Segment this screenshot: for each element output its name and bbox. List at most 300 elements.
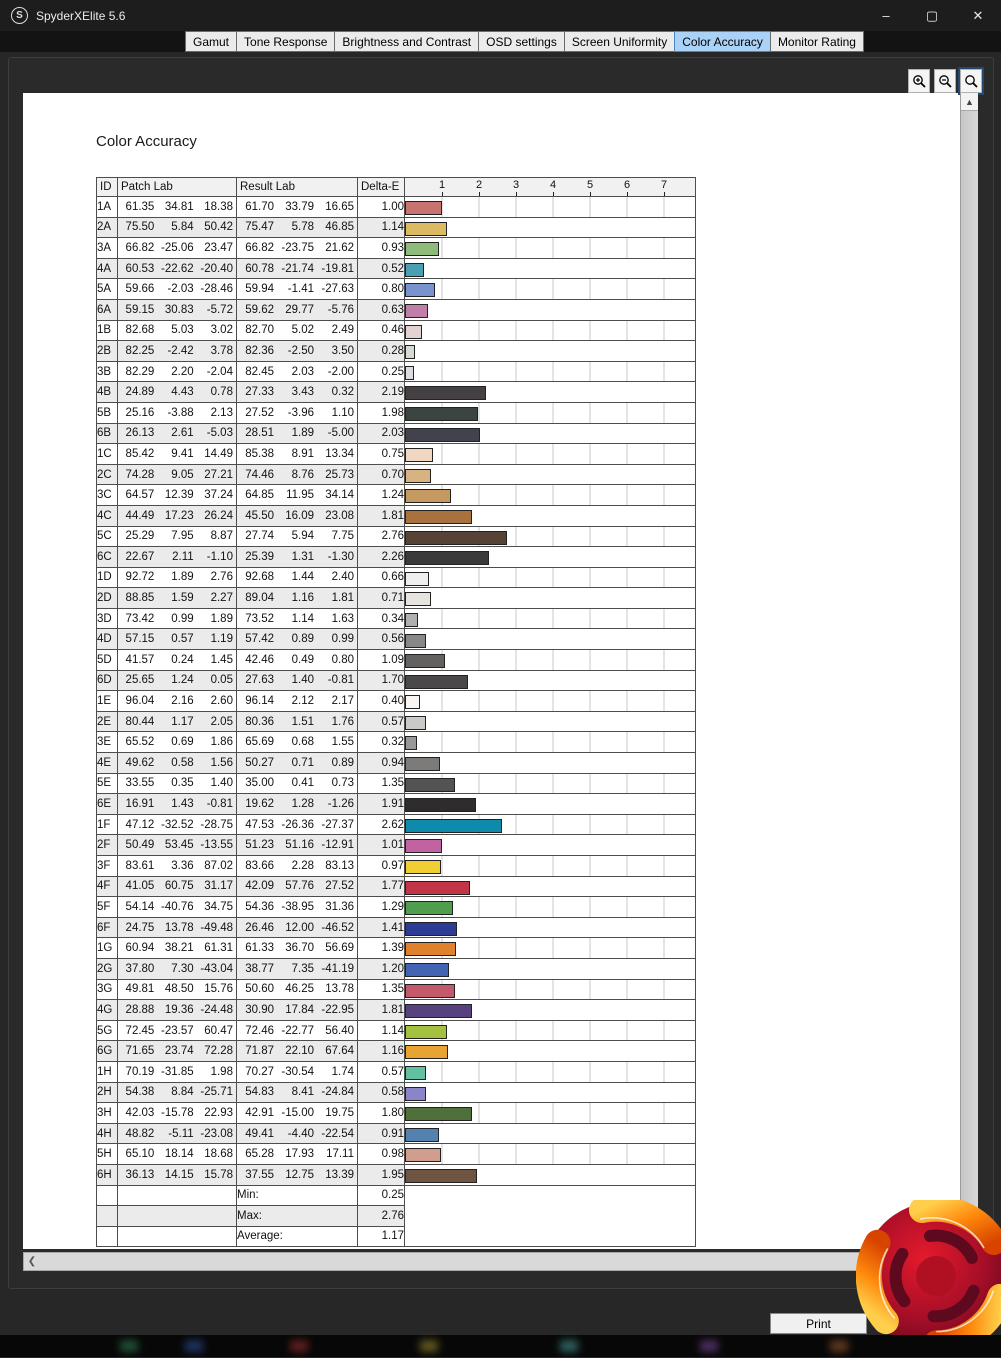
table-row (97, 958, 696, 979)
minimize-button[interactable]: – (882, 8, 890, 23)
cell-chart (405, 897, 696, 918)
cell-id: 1G (97, 938, 118, 959)
cell-delta-e: 0.57 (358, 711, 405, 732)
cell-patch-lab: 41.05 60.75 31.17 (118, 876, 237, 897)
table-row (97, 814, 696, 835)
axis-tick-mark (516, 192, 517, 196)
cell-chart (405, 608, 696, 629)
cell-result-lab: 61.33 36.70 56.69 (237, 938, 358, 959)
cell-delta-e: 1.14 (358, 217, 405, 238)
cell-result-lab: 28.51 1.89 -5.00 (237, 423, 358, 444)
delta-bar (405, 325, 422, 339)
cell-patch-lab: 82.68 5.03 3.02 (118, 320, 237, 341)
table-row (97, 938, 696, 959)
delta-bar (405, 531, 507, 545)
cell-result-lab: 82.70 5.02 2.49 (237, 320, 358, 341)
table-row (97, 1144, 696, 1165)
table-row (97, 897, 696, 918)
cell-id: 2C (97, 464, 118, 485)
cell-result-lab: 89.04 1.16 1.81 (237, 588, 358, 609)
delta-bar (405, 222, 447, 236)
cell-patch-lab: 24.75 13.78 -49.48 (118, 917, 237, 938)
table-row (97, 856, 696, 877)
cell-patch-lab: 65.52 0.69 1.86 (118, 732, 237, 753)
delta-bar (405, 592, 431, 606)
cell-patch-lab: 16.91 1.43 -0.81 (118, 794, 237, 815)
cell-result-lab: 35.00 0.41 0.73 (237, 773, 358, 794)
cell-patch-lab: 80.44 1.17 2.05 (118, 711, 237, 732)
delta-bar (405, 242, 439, 256)
table-row (97, 773, 696, 794)
cell-chart (405, 650, 696, 671)
cell-chart (405, 1041, 696, 1062)
cell-id: 3F (97, 856, 118, 877)
table-row (97, 1164, 696, 1185)
cell-delta-e: 1.16 (358, 1041, 405, 1062)
cell-id: 3G (97, 979, 118, 1000)
cell-patch-lab: 22.67 2.11 -1.10 (118, 547, 237, 568)
cell-result-lab: 75.47 5.78 46.85 (237, 217, 358, 238)
cell-patch-lab: 25.29 7.95 8.87 (118, 526, 237, 547)
cell-result-lab: 49.41 -4.40 -22.54 (237, 1123, 358, 1144)
cell-result-lab: 83.66 2.28 83.13 (237, 856, 358, 877)
table-row (97, 1000, 696, 1021)
cell-patch-lab: 83.61 3.36 87.02 (118, 856, 237, 877)
cell-result-lab: 92.68 1.44 2.40 (237, 567, 358, 588)
cell-chart (405, 320, 696, 341)
cell-patch-lab: 49.62 0.58 1.56 (118, 753, 237, 774)
table-row (97, 670, 696, 691)
table-row (97, 1082, 696, 1103)
delta-bar (405, 1128, 439, 1142)
horizontal-scrollbar[interactable] (23, 1252, 978, 1271)
cell-chart (405, 856, 696, 877)
cell-delta-e: 1.80 (358, 1103, 405, 1124)
delta-bar (405, 1169, 477, 1183)
zoom-out-icon (938, 74, 953, 89)
cell-delta-e: 0.71 (358, 588, 405, 609)
delta-bar (405, 942, 456, 956)
table-row (97, 691, 696, 712)
cell-delta-e: 0.58 (358, 1082, 405, 1103)
cell-delta-e: 1.35 (358, 773, 405, 794)
cell-id: 5B (97, 402, 118, 423)
summary-value: 0.25 (358, 1185, 405, 1206)
delta-bar (405, 572, 429, 586)
cell-patch-lab: 44.49 17.23 26.24 (118, 505, 237, 526)
app-icon: S (11, 7, 28, 24)
cell-delta-e: 2.76 (358, 526, 405, 547)
cell-chart (405, 197, 696, 218)
cell-chart (405, 361, 696, 382)
cell-id: 6F (97, 917, 118, 938)
delta-bar (405, 757, 440, 771)
delta-bar (405, 778, 455, 792)
zoom-reset-button[interactable] (960, 69, 982, 93)
cell-id: 2B (97, 341, 118, 362)
cell-id: 1H (97, 1061, 118, 1082)
cell-id: 5A (97, 279, 118, 300)
cell-id: 4B (97, 382, 118, 403)
cell-result-lab: 66.82 -23.75 21.62 (237, 238, 358, 259)
table-row (97, 526, 696, 547)
table-row (97, 794, 696, 815)
table-row (97, 1020, 696, 1041)
summary-value: 1.17 (358, 1226, 405, 1247)
cell-chart (405, 958, 696, 979)
cell-chart (405, 1061, 696, 1082)
chart-axis-header (405, 178, 696, 197)
cell-chart (405, 691, 696, 712)
cell-patch-empty (118, 1185, 237, 1206)
cell-id: 1F (97, 814, 118, 835)
cell-chart (405, 217, 696, 238)
maximize-button[interactable]: ▢ (925, 7, 939, 23)
cell-result-lab: 65.69 0.68 1.55 (237, 732, 358, 753)
cell-patch-lab: 28.88 19.36 -24.48 (118, 1000, 237, 1021)
cell-patch-lab: 48.82 -5.11 -23.08 (118, 1123, 237, 1144)
color-accuracy-table (96, 177, 696, 1247)
table-row (97, 650, 696, 671)
cell-result-lab: 50.27 0.71 0.89 (237, 753, 358, 774)
table-row (97, 320, 696, 341)
cell-id: 6G (97, 1041, 118, 1062)
cell-result-lab: 50.60 46.25 13.78 (237, 979, 358, 1000)
table-row (97, 753, 696, 774)
delta-bar (405, 798, 476, 812)
cell-delta-e: 2.26 (358, 547, 405, 568)
cell-delta-e: 0.94 (358, 753, 405, 774)
cell-result-lab: 42.46 0.49 0.80 (237, 650, 358, 671)
cell-chart (405, 629, 696, 650)
summary-value: 2.76 (358, 1206, 405, 1227)
cell-patch-lab: 59.15 30.83 -5.72 (118, 299, 237, 320)
table-row (97, 402, 696, 423)
summary-label: Average: (237, 1226, 358, 1247)
cell-result-lab: 57.42 0.89 0.99 (237, 629, 358, 650)
cell-delta-e: 1.91 (358, 794, 405, 815)
cell-delta-e: 0.97 (358, 856, 405, 877)
cell-result-lab: 70.27 -30.54 1.74 (237, 1061, 358, 1082)
cell-result-lab: 54.83 8.41 -24.84 (237, 1082, 358, 1103)
cell-result-lab: 80.36 1.51 1.76 (237, 711, 358, 732)
axis-tick-mark (664, 192, 665, 196)
tab-gamut[interactable]: Gamut (185, 31, 237, 52)
cell-delta-e: 1.00 (358, 197, 405, 218)
cell-result-lab: 59.94 -1.41 -27.63 (237, 279, 358, 300)
cell-id: 5D (97, 650, 118, 671)
cell-result-lab: 71.87 22.10 67.64 (237, 1041, 358, 1062)
delta-bar (405, 283, 435, 297)
cell-result-lab: 64.85 11.95 34.14 (237, 485, 358, 506)
magnifier-icon (964, 74, 979, 89)
delta-bar (405, 984, 455, 998)
cell-id: 1A (97, 197, 118, 218)
cell-id: 2D (97, 588, 118, 609)
cell-patch-lab: 61.35 34.81 18.38 (118, 197, 237, 218)
cell-patch-lab: 41.57 0.24 1.45 (118, 650, 237, 671)
table-header-row (97, 178, 696, 197)
cell-delta-e: 0.70 (358, 464, 405, 485)
cell-patch-lab: 57.15 0.57 1.19 (118, 629, 237, 650)
cell-result-lab: 72.46 -22.77 56.40 (237, 1020, 358, 1041)
cell-patch-lab: 70.19 -31.85 1.98 (118, 1061, 237, 1082)
cell-chart (405, 547, 696, 568)
cell-chart (405, 1144, 696, 1165)
vertical-scrollbar[interactable] (960, 93, 978, 1249)
taskbar (0, 1335, 1001, 1357)
delta-bar (405, 469, 431, 483)
title-bar (0, 0, 1001, 31)
cell-patch-lab: 72.45 -23.57 60.47 (118, 1020, 237, 1041)
delta-bar (405, 819, 502, 833)
delta-bar (405, 551, 489, 565)
delta-bar (405, 366, 414, 380)
cell-result-lab: 27.33 3.43 0.32 (237, 382, 358, 403)
table-row (97, 299, 696, 320)
cell-chart (405, 258, 696, 279)
table-row (97, 217, 696, 238)
table-row (97, 238, 696, 259)
table-row (97, 1061, 696, 1082)
axis-tick-mark (479, 192, 480, 196)
chart-summary-box (405, 1185, 696, 1247)
cell-result-lab: 82.36 -2.50 3.50 (237, 341, 358, 362)
cell-chart (405, 485, 696, 506)
cell-delta-e: 1.29 (358, 897, 405, 918)
cell-delta-e: 1.01 (358, 835, 405, 856)
table-row (97, 1041, 696, 1062)
cell-delta-e: 1.14 (358, 1020, 405, 1041)
cell-id: 6E (97, 794, 118, 815)
cell-patch-lab: 33.55 0.35 1.40 (118, 773, 237, 794)
cell-delta-e: 1.41 (358, 917, 405, 938)
cell-chart (405, 814, 696, 835)
table-row (97, 1123, 696, 1144)
cell-chart (405, 1082, 696, 1103)
table-row (97, 835, 696, 856)
zoom-out-button[interactable] (934, 69, 956, 93)
tab-brightness-and-contrast[interactable]: Brightness and Contrast (334, 31, 479, 52)
table-row (97, 279, 696, 300)
cell-chart (405, 753, 696, 774)
cell-delta-e: 0.91 (358, 1123, 405, 1144)
delta-bar (405, 201, 442, 215)
cell-result-lab: 65.28 17.93 17.11 (237, 1144, 358, 1165)
delta-bar (405, 1087, 426, 1101)
cell-id: 1C (97, 444, 118, 465)
delta-bar (405, 345, 415, 359)
delta-bar (405, 1045, 448, 1059)
cell-patch-lab: 26.13 2.61 -5.03 (118, 423, 237, 444)
tab-color-accuracy[interactable]: Color Accuracy (674, 31, 771, 52)
cell-result-lab: 26.46 12.00 -46.52 (237, 917, 358, 938)
axis-tick-mark (553, 192, 554, 196)
close-button[interactable]: ✕ (972, 7, 984, 23)
delta-bar (405, 613, 418, 627)
table-row (97, 547, 696, 568)
cell-chart (405, 279, 696, 300)
cell-delta-e: 0.32 (358, 732, 405, 753)
cell-chart (405, 835, 696, 856)
delta-bar (405, 675, 468, 689)
zoom-in-button[interactable] (908, 69, 930, 93)
cell-chart (405, 526, 696, 547)
table-row (97, 711, 696, 732)
delta-bar (405, 654, 445, 668)
cell-patch-lab: 96.04 2.16 2.60 (118, 691, 237, 712)
cell-delta-e: 1.09 (358, 650, 405, 671)
page-title: Color Accuracy (96, 133, 197, 150)
col-header-id: ID (97, 178, 118, 197)
table-row (97, 979, 696, 1000)
cell-delta-e: 0.75 (358, 444, 405, 465)
delta-bar (405, 510, 472, 524)
cell-id: 1E (97, 691, 118, 712)
cell-patch-empty (118, 1206, 237, 1227)
cell-delta-e: 1.70 (358, 670, 405, 691)
summary-label: Max: (237, 1206, 358, 1227)
cell-result-lab: 51.23 51.16 -12.91 (237, 835, 358, 856)
axis-tick-mark (442, 192, 443, 196)
cell-chart (405, 1123, 696, 1144)
table-row (97, 629, 696, 650)
cell-id: 3A (97, 238, 118, 259)
cell-patch-lab: 50.49 53.45 -13.55 (118, 835, 237, 856)
cell-patch-lab: 59.66 -2.03 -28.46 (118, 279, 237, 300)
table-row (97, 361, 696, 382)
cell-chart (405, 979, 696, 1000)
tab-monitor-rating[interactable]: Monitor Rating (770, 31, 864, 52)
cell-patch-lab: 36.13 14.15 15.78 (118, 1164, 237, 1185)
cell-patch-lab: 47.12 -32.52 -28.75 (118, 814, 237, 835)
cell-id: 6A (97, 299, 118, 320)
cell-patch-lab: 92.72 1.89 2.76 (118, 567, 237, 588)
cell-chart (405, 938, 696, 959)
scroll-up-arrow-icon[interactable]: ▲ (961, 93, 978, 111)
cell-id-empty (97, 1226, 118, 1247)
table-row (97, 197, 696, 218)
cell-delta-e: 1.39 (358, 938, 405, 959)
delta-bar (405, 901, 453, 915)
tab-screen-uniformity[interactable]: Screen Uniformity (564, 31, 675, 52)
cell-id: 3E (97, 732, 118, 753)
cell-id: 5E (97, 773, 118, 794)
cell-patch-lab: 24.89 4.43 0.78 (118, 382, 237, 403)
cell-delta-e: 0.93 (358, 238, 405, 259)
cell-delta-e: 1.35 (358, 979, 405, 1000)
table-row (97, 485, 696, 506)
cell-patch-lab: 25.65 1.24 0.05 (118, 670, 237, 691)
cell-patch-lab: 85.42 9.41 14.49 (118, 444, 237, 465)
table-row (97, 588, 696, 609)
table-row (97, 444, 696, 465)
cell-patch-lab: 54.14 -40.76 34.75 (118, 897, 237, 918)
cell-patch-empty (118, 1226, 237, 1247)
cell-delta-e: 0.25 (358, 361, 405, 382)
col-header-result-lab: Result Lab (237, 178, 358, 197)
cell-id: 3D (97, 608, 118, 629)
cell-chart (405, 444, 696, 465)
table-row (97, 341, 696, 362)
cell-patch-lab: 54.38 8.84 -25.71 (118, 1082, 237, 1103)
delta-bar (405, 448, 433, 462)
cell-id: 4D (97, 629, 118, 650)
table-row (97, 567, 696, 588)
cell-delta-e: 2.62 (358, 814, 405, 835)
cell-chart (405, 505, 696, 526)
print-button[interactable]: Print (770, 1313, 867, 1334)
delta-bar (405, 263, 424, 277)
cell-result-lab: 19.62 1.28 -1.26 (237, 794, 358, 815)
cell-patch-lab: 60.94 38.21 61.31 (118, 938, 237, 959)
cell-result-lab: 73.52 1.14 1.63 (237, 608, 358, 629)
cell-result-lab: 59.62 29.77 -5.76 (237, 299, 358, 320)
delta-bar (405, 860, 441, 874)
axis-tick-label: 3 (512, 179, 520, 191)
cell-result-lab: 74.46 8.76 25.73 (237, 464, 358, 485)
cell-id: 5C (97, 526, 118, 547)
cell-delta-e: 0.63 (358, 299, 405, 320)
cell-chart (405, 773, 696, 794)
cell-delta-e: 0.52 (358, 258, 405, 279)
axis-tick-label: 4 (549, 179, 557, 191)
cell-patch-lab: 71.65 23.74 72.28 (118, 1041, 237, 1062)
cell-patch-lab: 60.53 -22.62 -20.40 (118, 258, 237, 279)
cell-id: 1B (97, 320, 118, 341)
table-row (97, 258, 696, 279)
cell-patch-lab: 74.28 9.05 27.21 (118, 464, 237, 485)
cell-id: 5F (97, 897, 118, 918)
cell-id: 6B (97, 423, 118, 444)
cell-delta-e: 1.81 (358, 1000, 405, 1021)
tab-tone-response[interactable]: Tone Response (236, 31, 335, 52)
col-header-delta-e: Delta-E (358, 178, 405, 197)
cell-id: 4H (97, 1123, 118, 1144)
delta-bar (405, 881, 470, 895)
tab-osd-settings[interactable]: OSD settings (478, 31, 565, 52)
cell-patch-lab: 82.25 -2.42 3.78 (118, 341, 237, 362)
cell-chart (405, 567, 696, 588)
cell-id: 4E (97, 753, 118, 774)
cell-id: 4F (97, 876, 118, 897)
cell-chart (405, 423, 696, 444)
scroll-left-arrow-icon[interactable]: ❮ (27, 1256, 37, 1267)
cell-chart (405, 711, 696, 732)
delta-bar (405, 839, 442, 853)
cell-delta-e: 1.77 (358, 876, 405, 897)
cell-chart (405, 670, 696, 691)
table-row (97, 608, 696, 629)
delta-bar (405, 386, 486, 400)
cell-patch-lab: 49.81 48.50 15.76 (118, 979, 237, 1000)
cell-chart (405, 299, 696, 320)
cell-chart (405, 464, 696, 485)
axis-tick-label: 7 (660, 179, 668, 191)
cell-delta-e: 0.66 (358, 567, 405, 588)
cell-id: 6C (97, 547, 118, 568)
cell-id: 4G (97, 1000, 118, 1021)
cell-patch-lab: 42.03 -15.78 22.93 (118, 1103, 237, 1124)
cell-id: 2H (97, 1082, 118, 1103)
table-row (97, 732, 696, 753)
delta-bar (405, 1004, 472, 1018)
summary-row (97, 1185, 696, 1206)
window-title: SpyderXElite 5.6 (36, 8, 126, 23)
cell-delta-e: 2.03 (358, 423, 405, 444)
cell-result-lab: 27.52 -3.96 1.10 (237, 402, 358, 423)
cell-delta-e: 0.28 (358, 341, 405, 362)
